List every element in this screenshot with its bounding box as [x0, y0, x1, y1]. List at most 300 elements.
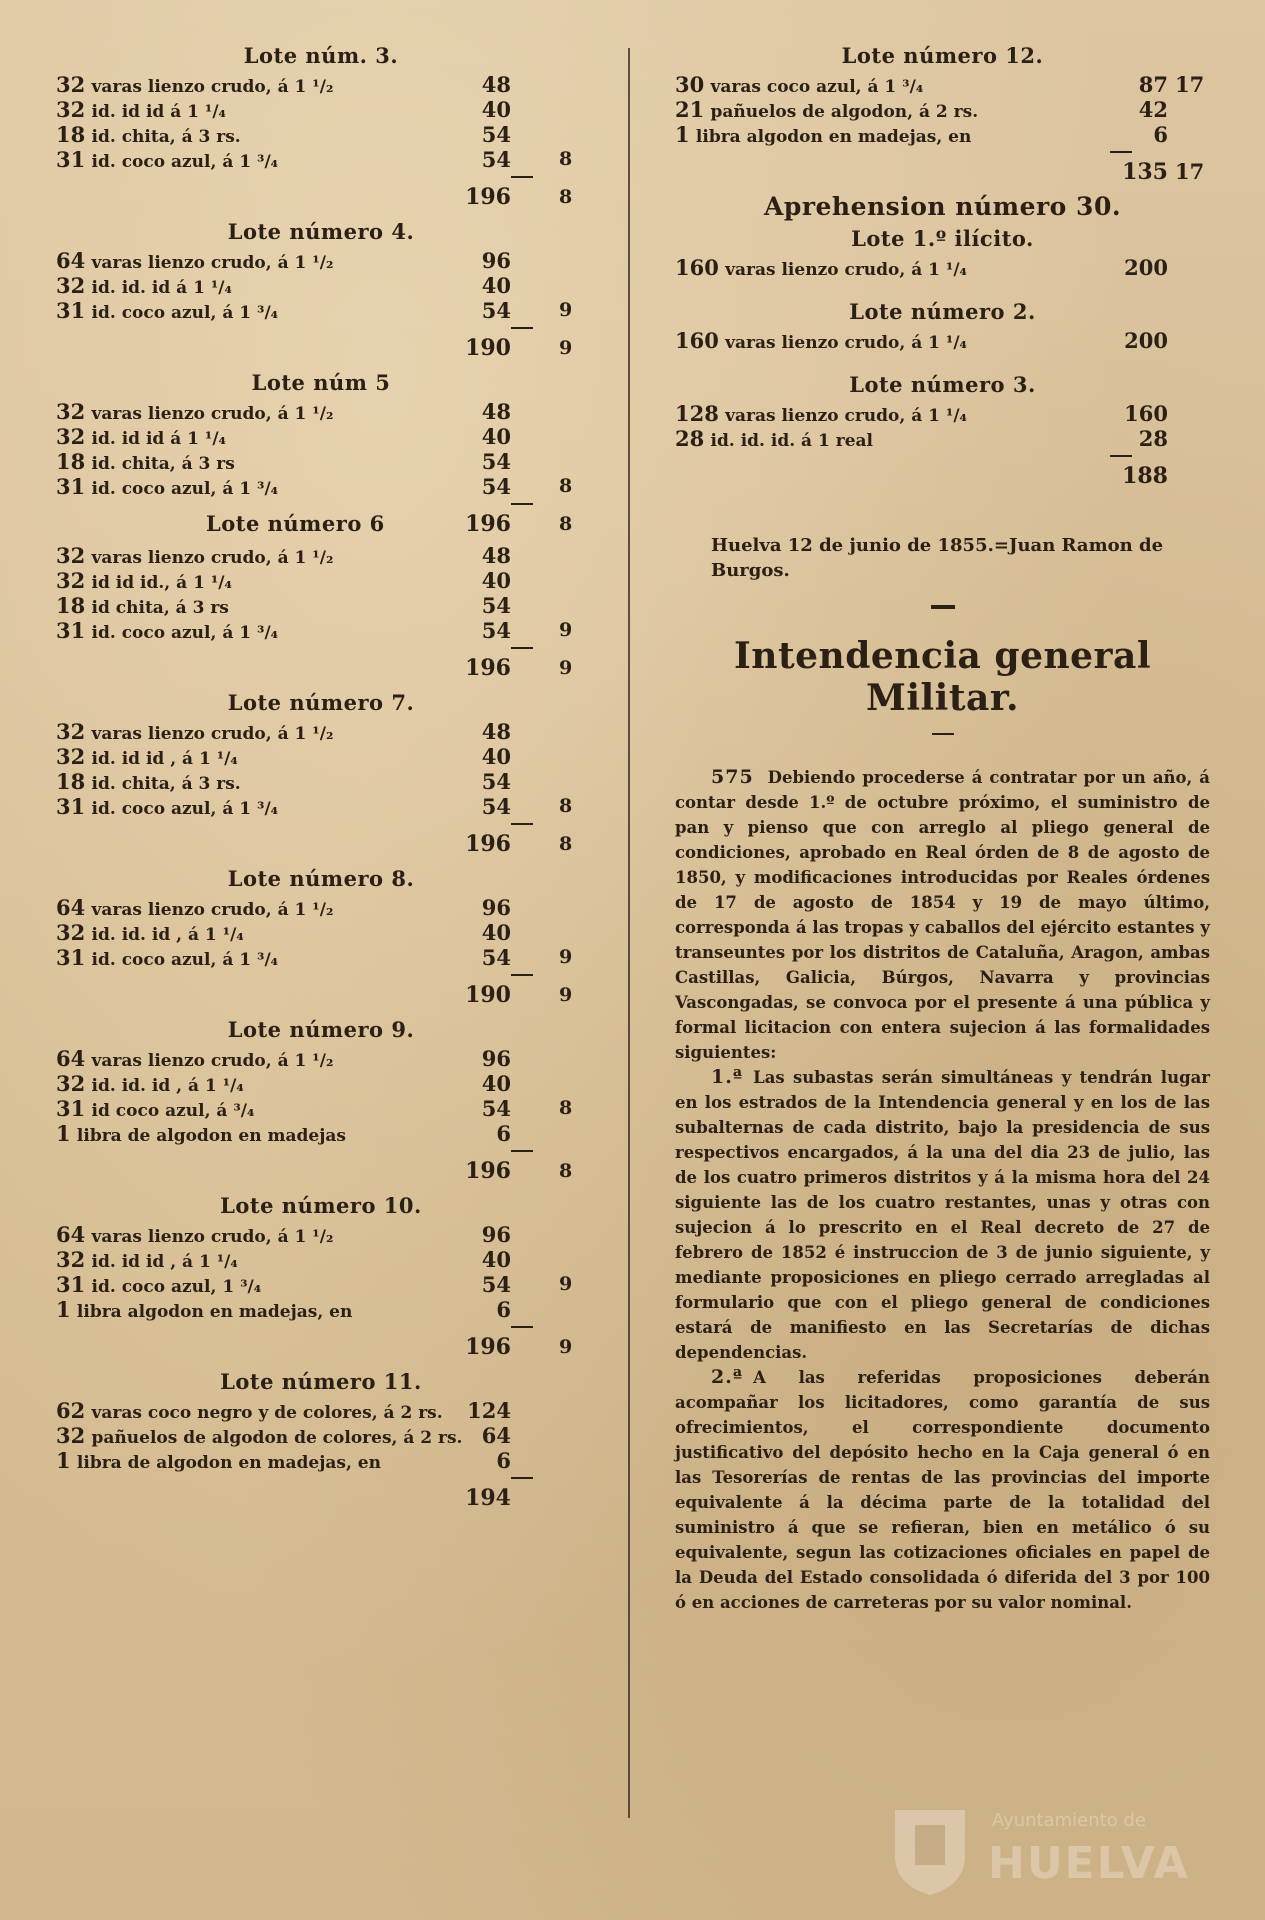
lot-block	[56, 687, 586, 859]
item-quantity: 31	[56, 474, 86, 499]
item-description	[56, 122, 241, 150]
sum-rule-line	[1110, 151, 1132, 153]
watermark-line1: Ayuntamiento de	[992, 1810, 1146, 1831]
sum-rule	[56, 970, 586, 980]
item-text: id. id. id á 1 ¹/₄	[91, 278, 232, 298]
item-text: id. coco azul, á 1 ³/₄	[91, 623, 279, 643]
total-amount: 135	[1122, 159, 1168, 185]
item-text: id coco azul, á ³/₄	[91, 1101, 255, 1121]
lot-item	[56, 1423, 586, 1448]
lot-item	[56, 920, 586, 945]
lot-item	[675, 426, 1210, 451]
item-quantity: 128	[675, 401, 719, 426]
item-quantity: 18	[56, 449, 86, 474]
item-description	[56, 794, 278, 822]
item-cents: 9	[559, 946, 573, 968]
item-amount: 200	[1124, 328, 1168, 353]
item-amount: 124	[467, 1398, 511, 1423]
lot-item	[56, 449, 586, 474]
total-cents: 9	[559, 984, 573, 1006]
item-amount: 48	[481, 719, 511, 744]
lot-heading: Lote número 9.	[227, 1017, 415, 1042]
lot-total	[56, 829, 586, 859]
item-quantity: 32	[56, 399, 86, 424]
item-description	[56, 769, 241, 797]
item-text: varas lienzo crudo, á 1 ¹/₂	[91, 1051, 334, 1071]
item-text: id. chita, á 3 rs.	[91, 774, 241, 794]
item-amount: 96	[481, 248, 511, 273]
item-description	[56, 474, 278, 502]
item-description	[56, 593, 229, 621]
paragraph-text: Las subastas serán simultáneas y tendrán lugar en los estrados de la Intendencia general y en los de las subalternas de cada distrito, bajo la presidencia de sus respectivos encargados, á la una del dia 23 de julio, las de los cuatro primeros distritos y á la misma hora del 24 siguiente las de los cuatro restantes, unas y otras con sujecion á lo prescrito en el Real decreto de 27 de febrero de 1852 é instruccion de 3 de junio siguiente, y mediante proposiciones en pliego cerrado arregladas al formulario que con el pliego general de condiciones estará de manifiesto en las Secretarías de dichas dependencias.	[675, 1068, 1210, 1362]
item-amount: 96	[481, 1046, 511, 1071]
item-amount: 160	[1124, 401, 1168, 426]
item-description	[56, 1046, 333, 1074]
lot-item	[56, 273, 586, 298]
total-amount: 190	[465, 335, 511, 361]
sum-rule	[56, 172, 586, 182]
item-text: varas lienzo crudo, á 1 ¹/₄	[725, 406, 967, 426]
item-quantity: 1	[56, 1448, 71, 1473]
total-amount: 196	[465, 831, 511, 857]
lot-item	[56, 122, 586, 147]
lot-item	[56, 1096, 586, 1121]
sum-rule-line	[511, 823, 533, 825]
item-quantity: 64	[56, 895, 86, 920]
item-quantity: 31	[56, 1096, 86, 1121]
lot-total	[56, 653, 586, 683]
lot-block	[675, 40, 1210, 187]
item-amount: 96	[481, 1222, 511, 1247]
sum-rule	[675, 147, 1210, 157]
lot-block	[56, 216, 586, 363]
item-description	[56, 1297, 352, 1325]
item-text: id. chita, á 3 rs	[91, 454, 235, 474]
sum-rule	[56, 1322, 586, 1332]
item-text: libra algodon en madejas, en	[695, 127, 972, 147]
lot-item	[56, 248, 586, 273]
sum-rule-line	[511, 1150, 533, 1152]
item-quantity: 28	[675, 426, 705, 451]
total-amount: 196	[465, 184, 511, 210]
lot-total	[56, 1332, 586, 1362]
total-cents: 8	[559, 186, 573, 208]
item-amount: 54	[481, 122, 511, 147]
lot-item	[56, 543, 586, 568]
spacer	[675, 357, 1210, 369]
item-text: varas lienzo crudo, á 1 ¹/₂	[91, 548, 334, 568]
lot-total	[675, 157, 1210, 187]
item-description	[56, 1071, 244, 1099]
item-quantity: 32	[56, 1247, 86, 1272]
item-text: id. id id á 1 ¹/₄	[91, 429, 227, 449]
lot-item	[56, 769, 586, 794]
watermark-logo	[880, 1800, 1210, 1900]
lot-block	[56, 1366, 586, 1513]
item-amount: 40	[481, 273, 511, 298]
title-underline	[932, 733, 954, 735]
lot-item	[56, 474, 586, 499]
lot-item	[56, 147, 586, 172]
item-description	[56, 1398, 443, 1426]
right-lots	[675, 223, 1210, 507]
article-paragraph	[675, 765, 1210, 1065]
item-quantity: 31	[56, 945, 86, 970]
item-text: id. id. id , á 1 ¹/₄	[91, 1076, 244, 1096]
item-quantity: 1	[675, 122, 690, 147]
item-amount: 200	[1124, 255, 1168, 280]
total-cents: 8	[559, 513, 573, 535]
lot-block	[56, 367, 586, 539]
total-amount: 196	[465, 511, 511, 537]
item-quantity: 32	[56, 920, 86, 945]
spacer	[675, 495, 1210, 507]
item-quantity: 18	[56, 122, 86, 147]
watermark-line2: HUELVA	[988, 1838, 1190, 1889]
item-description	[675, 426, 873, 454]
item-amount: 54	[481, 449, 511, 474]
item-amount: 54	[481, 593, 511, 618]
total-amount: 190	[465, 982, 511, 1008]
item-amount: 40	[481, 97, 511, 122]
sum-rule-line	[1110, 455, 1132, 457]
item-amount: 87	[1138, 72, 1168, 97]
item-quantity: 32	[56, 568, 86, 593]
item-description	[675, 401, 967, 429]
item-description	[56, 399, 333, 427]
column-divider	[628, 48, 630, 1818]
item-amount: 40	[481, 744, 511, 769]
item-text: id. coco azul, á 1 ³/₄	[91, 152, 279, 172]
item-cents: 8	[559, 1097, 573, 1119]
item-quantity: 62	[56, 1398, 86, 1423]
left-column	[56, 40, 586, 1517]
lot-item	[56, 1222, 586, 1247]
aprehension-heading: Aprehension número 30.	[763, 192, 1122, 221]
lot-block	[675, 223, 1210, 280]
item-description	[56, 920, 244, 948]
item-cents: 9	[559, 1273, 573, 1295]
lot-heading: Lote 1.º ilícito.	[851, 226, 1034, 251]
item-text: libra algodon en madejas, en	[76, 1302, 353, 1322]
item-amount: 54	[481, 794, 511, 819]
item-cents: 8	[559, 475, 573, 497]
item-quantity: 64	[56, 1046, 86, 1071]
item-text: varas lienzo crudo, á 1 ¹/₂	[91, 253, 334, 273]
lot-block	[56, 543, 586, 683]
item-description	[56, 1423, 462, 1451]
item-amount: 40	[481, 1071, 511, 1096]
item-description	[56, 719, 333, 747]
lot-heading: Lote número 3.	[849, 372, 1036, 397]
total-amount: 194	[465, 1485, 511, 1511]
lot-block	[56, 1190, 586, 1362]
lot-total	[56, 1483, 586, 1513]
lot-heading: Lote número 7.	[227, 690, 415, 715]
total-amount: 188	[1122, 463, 1168, 489]
lot-item	[56, 618, 586, 643]
sum-rule	[56, 819, 586, 829]
item-quantity: 32	[56, 543, 86, 568]
lot-item	[56, 1297, 586, 1322]
item-description	[56, 1247, 238, 1275]
lot-heading: Lote núm 5	[251, 370, 391, 395]
item-cents: 8	[559, 148, 573, 170]
item-text: varas lienzo crudo, á 1 ¹/₂	[91, 724, 334, 744]
item-description	[56, 1448, 381, 1476]
item-amount: 40	[481, 424, 511, 449]
lot-total	[56, 333, 586, 363]
sum-rule	[675, 451, 1210, 461]
item-cents: 9	[559, 619, 573, 641]
lot-item	[675, 401, 1210, 426]
lot-12	[675, 40, 1210, 187]
item-amount: 48	[481, 543, 511, 568]
sum-rule	[56, 643, 586, 653]
item-amount: 40	[481, 920, 511, 945]
lot-item	[56, 568, 586, 593]
total-cents: 8	[559, 833, 573, 855]
total-amount: 196	[465, 1158, 511, 1184]
item-amount: 42	[1138, 97, 1168, 122]
item-description	[675, 122, 971, 150]
item-description	[675, 72, 923, 100]
lot-heading: Lote número 2.	[849, 299, 1036, 324]
item-quantity: 1	[56, 1297, 71, 1322]
item-quantity: 21	[675, 97, 705, 122]
item-description	[56, 298, 278, 326]
lot-total	[56, 182, 586, 212]
item-description	[56, 1121, 346, 1149]
article-paragraph	[675, 1365, 1210, 1615]
total-amount: 196	[465, 655, 511, 681]
item-text: pañuelos de algodon de colores, á 2 rs.	[91, 1428, 463, 1448]
item-text: varas lienzo crudo, á 1 ¹/₄	[725, 333, 967, 353]
lot-item	[675, 122, 1210, 147]
lot-item	[56, 744, 586, 769]
lot-heading: Lote número 12.	[841, 43, 1044, 68]
item-amount: 54	[481, 474, 511, 499]
lot-item	[56, 1272, 586, 1297]
item-description	[56, 449, 235, 477]
item-quantity: 18	[56, 769, 86, 794]
item-quantity: 1	[56, 1121, 71, 1146]
paragraph-number: 1.ª	[711, 1066, 744, 1088]
item-text: id. id id , á 1 ¹/₄	[91, 1252, 238, 1272]
lot-block	[675, 369, 1210, 491]
sum-rule-line	[511, 974, 533, 976]
shield-icon	[880, 1800, 980, 1900]
lot-block	[675, 296, 1210, 353]
lot-item	[675, 328, 1210, 353]
item-text: id. chita, á 3 rs.	[91, 127, 241, 147]
item-description	[56, 72, 333, 100]
lot-block	[56, 1014, 586, 1186]
item-amount: 40	[481, 568, 511, 593]
item-amount: 28	[1138, 426, 1168, 451]
section-title: Intendencia general Militar.	[733, 635, 1152, 719]
lot-item	[675, 97, 1210, 122]
lot-item	[675, 72, 1210, 97]
item-quantity: 64	[56, 1222, 86, 1247]
item-cents: 8	[559, 795, 573, 817]
spacer	[675, 284, 1210, 296]
item-amount: 54	[481, 1272, 511, 1297]
lot-heading: Lote núm. 3.	[243, 43, 399, 68]
section-separator	[931, 605, 955, 609]
lot-total	[56, 980, 586, 1010]
lot-item	[56, 1046, 586, 1071]
item-text: id. id. id. á 1 real	[710, 431, 873, 451]
paragraph-text: A las referidas proposiciones deberán acompañar los licitadores, como garantía de sus ofrecimientos, el correspondiente documento justificativo del depósito hecho en la Caja general ó en las Tesorerías de rentas de las provincias del importe equivalente á la décima parte de la totalidad del suministro á que se refieran, bien en metálico ó su equivalente, segun las cotizaciones oficiales en papel de la Deuda del Estado consolidada ó diferida del 3 por 100 ó en acciones de carreteras por su valor nominal.	[675, 1368, 1210, 1612]
item-description	[56, 248, 333, 276]
lot-item	[56, 97, 586, 122]
item-quantity: 32	[56, 273, 86, 298]
lot-item	[56, 719, 586, 744]
total-cents: 8	[559, 1160, 573, 1182]
item-amount: 64	[481, 1423, 511, 1448]
item-text: pañuelos de algodon, á 2 rs.	[710, 102, 979, 122]
item-text: libra de algodon en madejas	[76, 1126, 346, 1146]
item-text: id. coco azul, á 1 ³/₄	[91, 799, 279, 819]
item-description	[56, 147, 278, 175]
total-cents: 9	[559, 657, 573, 679]
item-description	[675, 255, 967, 283]
item-quantity: 32	[56, 72, 86, 97]
paragraph-text: Debiendo procederse á contratar por un año, á contar desde 1.º de octubre próximo, el suministro de pan y pienso que con arreglo al pliego general de condiciones, aprobado en Real órden de 8 de agosto de 1850, y modificaciones introducidas por Reales órdenes de 17 de agosto de 1854 y 19 de mayo último, corresponda á las tropas y caballos del ejército estantes y transeuntes por los distritos de Cataluña, Aragon, ambas Castillas, Galicia, Búrgos, Navarra y provincias Vascongadas, se convoca por el presente á una pública y formal licitacion con entera sujecion á las formalidades siguientes:	[675, 768, 1210, 1062]
item-amount: 48	[481, 399, 511, 424]
item-cents: 9	[559, 299, 573, 321]
sum-rule	[56, 1146, 586, 1156]
item-description	[675, 328, 967, 356]
item-quantity: 31	[56, 794, 86, 819]
item-description	[56, 543, 333, 571]
lot-block	[56, 863, 586, 1010]
sum-rule-line	[511, 1477, 533, 1479]
item-amount: 54	[481, 298, 511, 323]
sum-rule	[56, 499, 586, 509]
item-description	[675, 97, 978, 125]
item-quantity: 31	[56, 147, 86, 172]
item-text: id. id id á 1 ¹/₄	[91, 102, 227, 122]
item-amount: 40	[481, 1247, 511, 1272]
sum-rule-line	[511, 647, 533, 649]
item-quantity: 31	[56, 1272, 86, 1297]
sum-rule	[56, 323, 586, 333]
item-text: id. id id , á 1 ¹/₄	[91, 749, 238, 769]
item-quantity: 32	[56, 1071, 86, 1096]
sum-rule-line	[511, 503, 533, 505]
sum-rule	[56, 1473, 586, 1483]
lot-heading: Lote número 8.	[227, 866, 415, 891]
item-amount: 54	[481, 769, 511, 794]
item-quantity: 64	[56, 248, 86, 273]
item-quantity: 32	[56, 424, 86, 449]
item-description	[56, 568, 232, 596]
lot-item	[56, 1398, 586, 1423]
item-text: varas lienzo crudo, á 1 ¹/₂	[91, 900, 334, 920]
lot-item	[56, 399, 586, 424]
item-quantity: 31	[56, 298, 86, 323]
item-text: id. coco azul, á 1 ³/₄	[91, 479, 279, 499]
item-text: id chita, á 3 rs	[91, 598, 229, 618]
lot-item	[56, 1121, 586, 1146]
total-amount: 196	[465, 1334, 511, 1360]
total-cents: 9	[559, 1336, 573, 1358]
lot-heading: Lote número 4.	[227, 219, 415, 244]
lot-heading: Lote número 11.	[220, 1369, 422, 1394]
sum-rule-line	[511, 327, 533, 329]
item-text: varas coco negro y de colores, á 2 rs.	[91, 1403, 443, 1423]
sum-rule-line	[511, 1326, 533, 1328]
item-amount: 54	[481, 945, 511, 970]
lot-item	[56, 1448, 586, 1473]
item-text: varas lienzo crudo, á 1 ¹/₄	[725, 260, 967, 280]
item-description	[56, 1096, 254, 1124]
item-description	[56, 97, 226, 125]
item-amount: 6	[496, 1121, 511, 1146]
item-amount: 96	[481, 895, 511, 920]
lot-item	[56, 72, 586, 97]
item-amount: 6	[496, 1448, 511, 1473]
lot-heading: Lote número 10.	[220, 1193, 422, 1218]
item-text: varas lienzo crudo, á 1 ¹/₂	[91, 404, 334, 424]
item-amount: 54	[481, 618, 511, 643]
item-description	[56, 1222, 333, 1250]
item-description	[56, 273, 232, 301]
item-quantity: 160	[675, 328, 719, 353]
item-quantity: 160	[675, 255, 719, 280]
total-cents: 17	[1175, 159, 1205, 184]
right-column	[675, 40, 1210, 1615]
item-quantity: 31	[56, 618, 86, 643]
item-quantity: 30	[675, 72, 705, 97]
lot-total	[675, 461, 1210, 491]
item-text: id. coco azul, 1 ³/₄	[91, 1277, 262, 1297]
lot-total	[56, 1156, 586, 1186]
item-quantity: 18	[56, 593, 86, 618]
item-text: id. coco azul, á 1 ³/₄	[91, 950, 279, 970]
lot-item	[56, 794, 586, 819]
item-amount: 6	[1153, 122, 1168, 147]
item-text: varas coco azul, á 1 ³/₄	[710, 77, 924, 97]
item-description	[56, 744, 238, 772]
paragraph-number: 2.ª	[711, 1366, 744, 1388]
item-description	[56, 895, 333, 923]
lot-item	[56, 593, 586, 618]
article-paragraph	[675, 1065, 1210, 1365]
lot-item	[56, 945, 586, 970]
item-text: varas lienzo crudo, á 1 ¹/₂	[91, 1227, 334, 1247]
item-amount: 6	[496, 1297, 511, 1322]
lot-total	[56, 509, 586, 539]
item-text: id. coco azul, á 1 ³/₄	[91, 303, 279, 323]
lot-item	[56, 1247, 586, 1272]
lot-item	[56, 424, 586, 449]
item-description	[56, 1272, 261, 1300]
lot-item	[56, 895, 586, 920]
lot-heading: Lote número 6	[206, 511, 385, 536]
item-description	[56, 618, 278, 646]
item-text: id id id., á 1 ¹/₄	[91, 573, 232, 593]
item-quantity: 32	[56, 719, 86, 744]
item-amount: 54	[481, 1096, 511, 1121]
lot-item	[56, 1071, 586, 1096]
sum-rule-line	[511, 176, 533, 178]
item-description	[56, 945, 278, 973]
item-quantity: 32	[56, 97, 86, 122]
item-quantity: 32	[56, 1423, 86, 1448]
